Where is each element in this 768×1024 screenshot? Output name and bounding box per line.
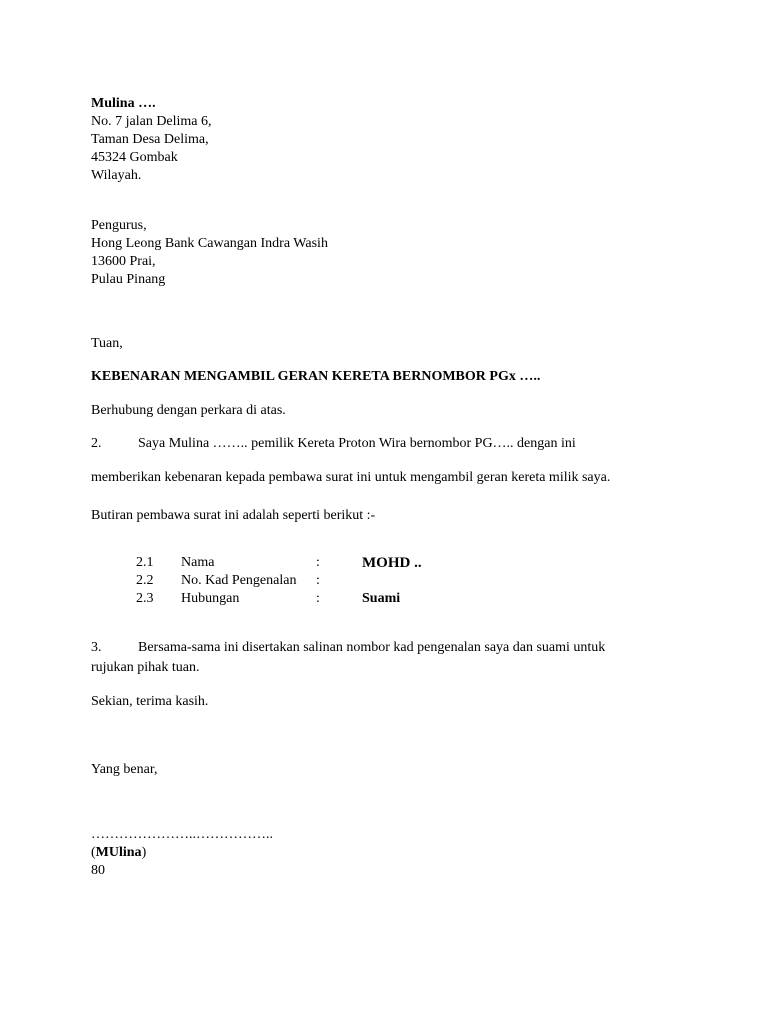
detail-number: 2.1 <box>136 555 154 570</box>
sender-address-line: No. 7 jalan Delima 6, <box>91 114 212 129</box>
detail-value: Suami <box>362 591 401 606</box>
detail-row <box>136 572 422 590</box>
detail-number: 2.2 <box>136 573 154 588</box>
bearer-details-table <box>136 554 422 608</box>
signature-extra-text: 80 <box>91 863 105 878</box>
detail-separator: : <box>316 591 320 606</box>
closing-line: Sekian, terima kasih. <box>91 694 209 709</box>
paragraph-3-line-2: rujukan pihak tuan. <box>91 660 200 675</box>
detail-separator: : <box>316 573 320 588</box>
detail-number: 2.3 <box>136 591 154 606</box>
signature-name-line <box>91 844 273 862</box>
intro-paragraph: Berhubung dengan perkara di atas. <box>91 403 286 418</box>
recipient-address-line: Pulau Pinang <box>91 272 166 287</box>
recipient-block <box>91 217 328 289</box>
detail-label: No. Kad Pengenalan <box>181 573 297 588</box>
salutation: Tuan, <box>91 336 123 351</box>
detail-label: Nama <box>181 555 215 570</box>
detail-label: Hubungan <box>181 591 240 606</box>
detail-separator: : <box>316 555 320 570</box>
sender-name: Mulina …. <box>91 96 156 111</box>
signature-open-paren: ( <box>91 845 96 860</box>
paragraph-2-line-2: memberikan kebenaran kepada pembawa surat ini untuk mengambil geran kereta milik saya. <box>91 470 611 485</box>
signoff-line: Yang benar, <box>91 762 158 777</box>
signature-close-paren: ) <box>141 845 147 860</box>
subject-line: KEBENARAN MENGAMBIL GERAN KERETA BERNOMBOR PGx ….. <box>91 369 541 384</box>
sender-address-line: Taman Desa Delima, <box>91 132 209 147</box>
detail-row <box>136 590 422 608</box>
signature-block <box>91 826 273 880</box>
details-intro: Butiran pembawa surat ini adalah seperti berikut :- <box>91 508 376 523</box>
signature-name: MUlina <box>95 845 142 860</box>
paragraph-3-line-1 <box>91 639 605 657</box>
sender-address-line: Wilayah. <box>91 168 142 183</box>
paragraph-text: Bersama-sama ini disertakan salinan nombor kad pengenalan saya dan suami untuk <box>138 640 606 655</box>
recipient-title: Pengurus, <box>91 218 147 233</box>
detail-value: MOHD .. <box>362 555 422 571</box>
paragraph-number: 3. <box>91 640 102 655</box>
paragraph-number: 2. <box>91 436 102 451</box>
detail-row <box>136 554 422 572</box>
recipient-address-line: 13600 Prai, <box>91 254 156 269</box>
sender-block <box>91 95 212 185</box>
detail-value <box>362 572 422 590</box>
paragraph-2-line-1 <box>91 435 576 453</box>
sender-address-line: 45324 Gombak <box>91 150 178 165</box>
paragraph-text: Saya Mulina …….. pemilik Kereta Proton Wira bernombor PG….. dengan ini <box>138 436 576 451</box>
recipient-address-line: Hong Leong Bank Cawangan Indra Wasih <box>91 236 328 251</box>
signature-dotted-line: …………………..…………….. <box>91 827 273 842</box>
